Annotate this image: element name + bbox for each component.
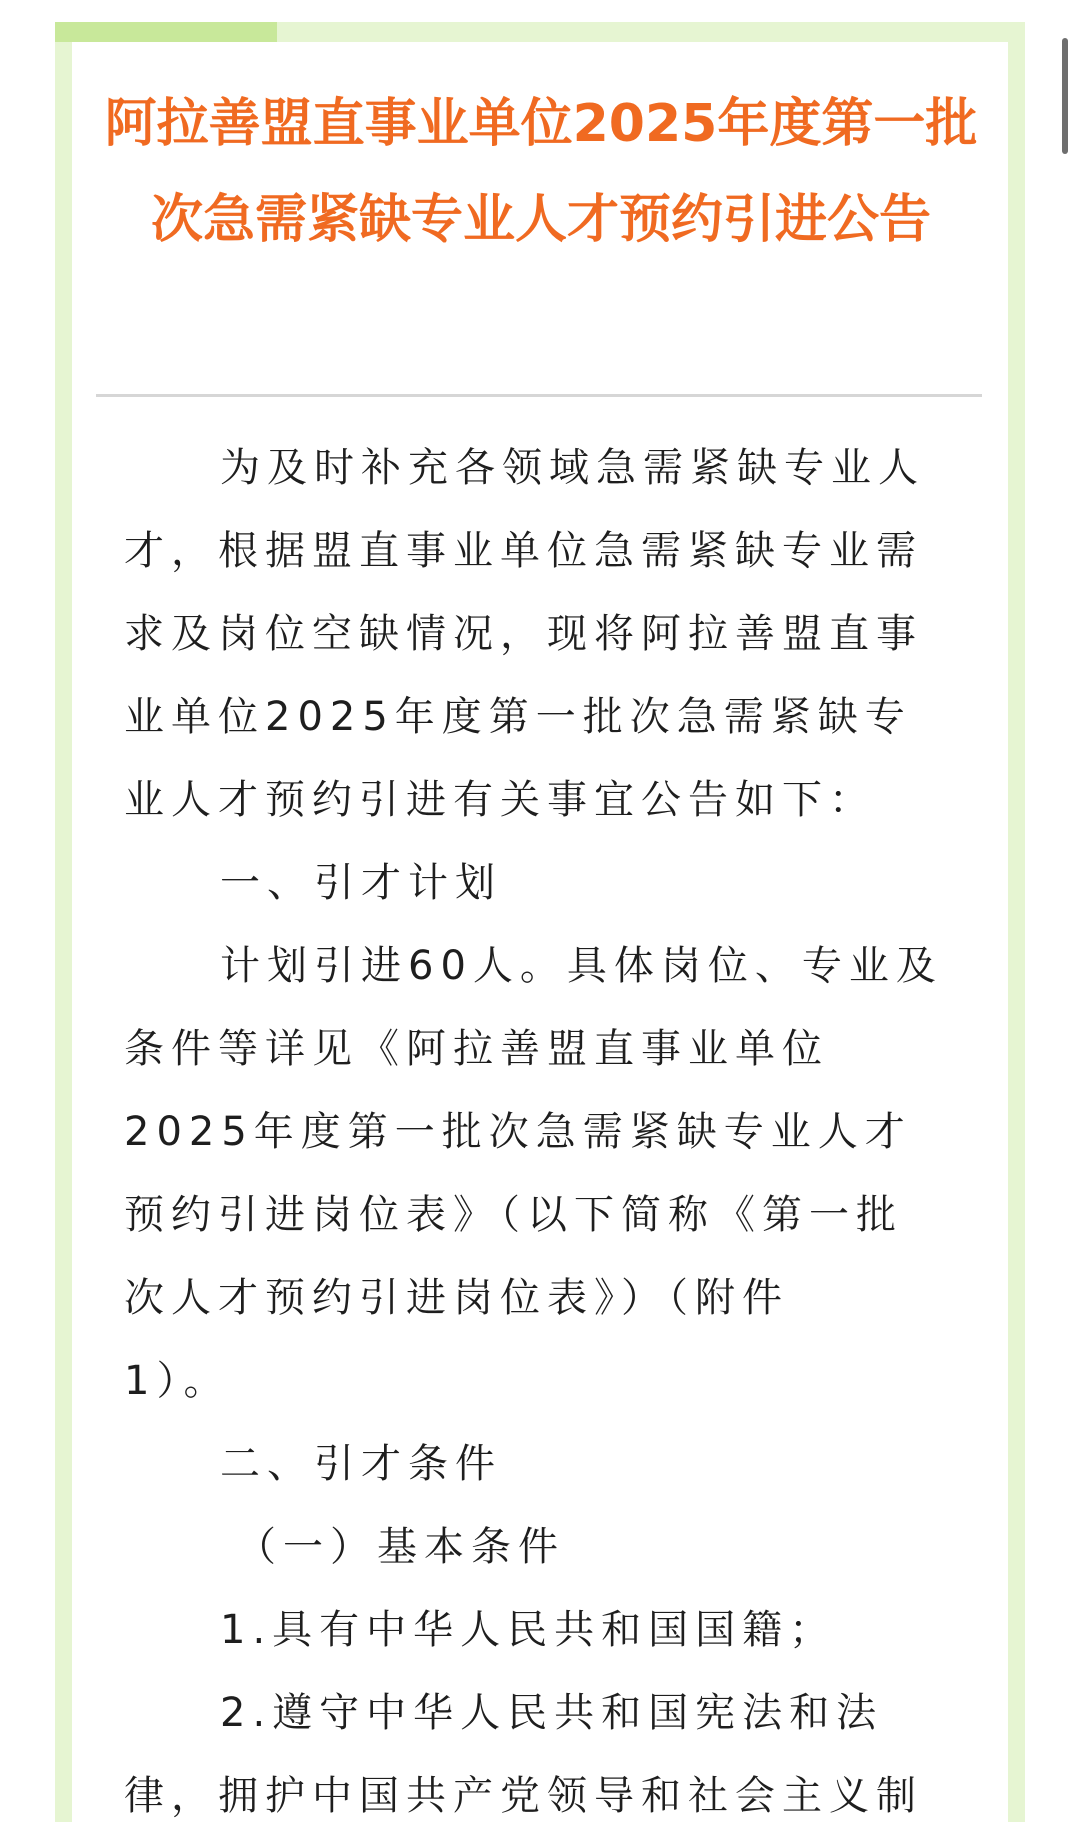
body-line: 业人才预约引进有关事宜公告如下：	[124, 777, 876, 823]
body-line: 业单位2025年度第一批次急需紧缺专	[124, 694, 912, 740]
body-line: 计划引进60人。具体岗位、专业及	[220, 943, 943, 989]
title-divider	[96, 394, 982, 397]
body-line: 才，根据盟直事业单位急需紧缺专业需	[124, 528, 923, 574]
body-line: 为及时补充各领域急需紧缺专业人	[220, 445, 925, 491]
body-line: 次人才预约引进岗位表》）（附件	[124, 1275, 789, 1321]
body-line: 律，拥护中国共产党领导和社会主义制	[124, 1773, 923, 1819]
subsection-heading: （一）基本条件	[236, 1524, 565, 1570]
frame-accent-bar	[55, 22, 277, 42]
body-line: 1）。	[124, 1358, 231, 1404]
section-heading: 一、引才计划	[220, 860, 502, 906]
article-title: 阿拉善盟直事业单位2025年度第一批次急需紧缺专业人才预约引进公告	[104, 94, 978, 250]
body-line: 2025年度第一批次急需紧缺专业人才	[124, 1109, 912, 1155]
body-line: 预约引进岗位表》（以下简称《第一批	[124, 1192, 903, 1238]
section-heading: 二、引才条件	[220, 1441, 502, 1487]
body-line: 求及岗位空缺情况，现将阿拉善盟直事	[124, 611, 923, 657]
scrollbar[interactable]	[1062, 38, 1068, 154]
body-line: 条件等详见《阿拉善盟直事业单位	[124, 1026, 829, 1072]
body-line: 2.遵守中华人民共和国宪法和法	[220, 1690, 884, 1736]
body-line: 1.具有中华人民共和国国籍；	[220, 1607, 837, 1653]
